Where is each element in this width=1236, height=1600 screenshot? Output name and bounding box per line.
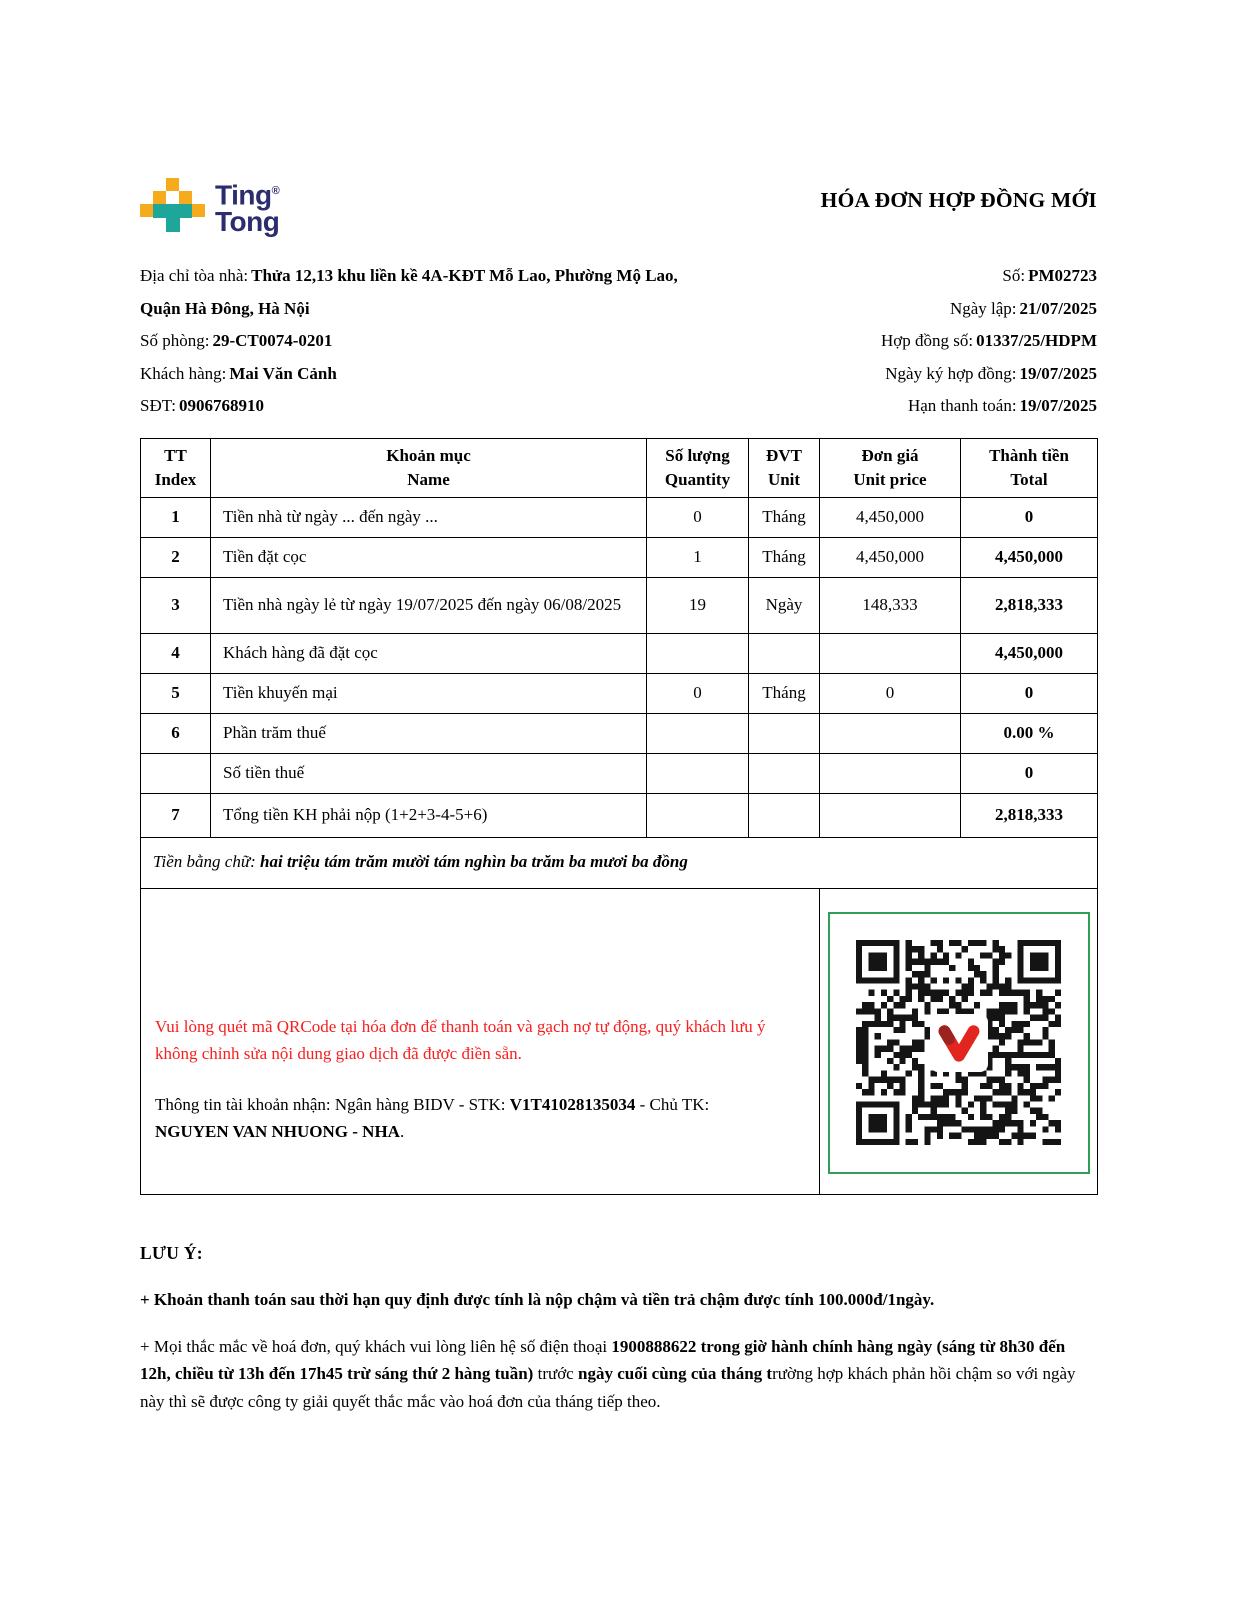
account-holder: NGUYEN VAN NHUONG - NHA <box>155 1122 400 1141</box>
hotline-number: 1900888622 trong giờ hành chính hàng ngày (sáng từ 8h30 đến 12h, chiều từ 13h đến 17h45 trừ sáng thứ 2 hàng tuần) <box>140 1336 1066 1383</box>
amount-in-words-row <box>141 837 1098 888</box>
phone-line: SĐT: 0906768910 <box>140 396 264 415</box>
sign-date-value: 19/07/2025 <box>1019 363 1097 383</box>
contract-number-value: 01337/25/HDPM <box>976 331 1097 350</box>
invoice-number-line: Số: PM02723 <box>1002 266 1097 285</box>
contract-number-line: Hợp đồng số: 01337/25/HDPM <box>881 331 1097 350</box>
table-header <box>141 438 1098 497</box>
phone-value: 0906768910 <box>179 396 264 415</box>
page-title: HÓA ĐƠN HỢP ĐỒNG MỚI <box>820 188 1097 212</box>
table-row: Số tiền thuế 0 <box>141 753 1098 793</box>
table-row: 3 Tiền nhà ngày lẻ từ ngày 19/07/2025 đến ngày 06/08/2025 19 Ngày 148,333 2,818,333 <box>141 577 1098 633</box>
room-number-line: Số phòng: 29-CT0074-0201 <box>140 331 333 350</box>
table-row: 5 Tiền khuyến mại 0 Tháng 0 0 <box>141 673 1098 713</box>
payment-instructions-cell <box>141 888 820 1194</box>
due-date-line: Hạn thanh toán: 19/07/2025 <box>907 396 1097 415</box>
amount-in-words-label: Tiền bằng chữ: <box>153 851 256 871</box>
col-header-qty: Số lượng Quantity <box>647 438 749 497</box>
logo-word-tong: Tong <box>215 206 280 238</box>
logo-pixel <box>166 178 179 191</box>
issue-date-value: 21/07/2025 <box>1019 298 1097 318</box>
table-row: 4 Khách hàng đã đặt cọc 4,450,000 <box>141 633 1098 673</box>
issue-date-line: Ngày lập: 21/07/2025 <box>949 298 1097 318</box>
col-header-price: Đơn giá Unit price <box>820 438 961 497</box>
vietqr-v-icon <box>930 1014 988 1072</box>
room-number-value: 29-CT0074-0201 <box>212 331 333 350</box>
logo-pixel <box>153 204 192 218</box>
payment-qr-row <box>141 888 1098 1194</box>
logo-pixel <box>140 204 153 217</box>
logo-pixel <box>192 204 205 217</box>
col-header-name: Khoản mục Name <box>211 438 647 497</box>
logo-wordmark <box>215 178 280 238</box>
notes-heading: LƯU Ý: <box>140 1242 203 1263</box>
amount-in-words-value: hai triệu tám trăm mười tám nghìn ba trăm ba mươi ba đồng <box>260 851 688 871</box>
header-row <box>140 176 1097 238</box>
table-row: 1 Tiền nhà từ ngày ... đến ngày ... 0 Tháng 4,450,000 0 <box>141 497 1098 537</box>
account-info-text: Thông tin tài khoản nhận: Ngân hàng BIDV - STK: V1T41028135034 - Chủ TK: NGUYEN VAN NHUONG - NHA. <box>155 1095 710 1141</box>
hotline-note: + Mọi thắc mắc về hoá đơn, quý khách vui lòng liên hệ số điện thoại 1900888622 trong giờ hành chính hàng ngày (sáng từ 8h30 đến 12h, chiều từ 13h đến 17h45 trừ sáng thứ 2 hàng tuần) trước ngày cuối cùng của tháng trường hợp khách phản hồi chậm so với ngày này thì sẽ được công ty giải quyết thắc mắc vào hoá đơn của tháng tiếp theo. <box>140 1336 1076 1411</box>
col-header-unit: ĐVT Unit <box>749 438 820 497</box>
customer-name-line: Khách hàng: Mai Văn Cảnh <box>140 363 337 383</box>
sign-date-line: Ngày ký hợp đồng: 19/07/2025 <box>885 363 1097 383</box>
logo-pixel <box>179 191 192 204</box>
invoice-table <box>140 438 1098 1195</box>
tingtong-logo-icon <box>140 178 205 238</box>
invoice-content <box>140 176 1097 1415</box>
tingtong-logo <box>140 176 279 238</box>
customer-name-value: Mai Văn Cảnh <box>229 363 337 383</box>
customer-info <box>140 260 680 423</box>
qr-code <box>828 912 1090 1174</box>
late-payment-note: + Khoản thanh toán sau thời hạn quy định được tính là nộp chậm và tiền trả chậm được tính 100.000đ/1ngày. <box>140 1289 935 1309</box>
invoice-info <box>140 260 1097 423</box>
account-number: V1T41028135034 <box>509 1095 636 1114</box>
logo-pixel <box>153 191 166 204</box>
qr-warning-text: Vui lòng quét mã QRCode tại hóa đơn để thanh toán và gạch nợ tự động, quý khách lưu ý không chỉnh sửa nội dung giao dịch đã được điền sẵn. <box>155 1017 766 1063</box>
building-address-value: Thửa 12,13 khu liền kề 4A-KĐT Mỗ Lao, Phường Mộ Lao, Quận Hà Đông, Hà Nội <box>140 266 678 318</box>
qr-cell <box>820 888 1098 1194</box>
building-address-line: Địa chỉ tòa nhà: Thửa 12,13 khu liền kề 4A-KĐT Mỗ Lao, Phường Mộ Lao, Quận Hà Đông, Hà Nội <box>140 266 678 318</box>
registered-mark-icon: ® <box>271 185 280 197</box>
invoice-meta <box>697 260 1097 423</box>
invoice-number-value: PM02723 <box>1028 266 1097 285</box>
col-header-total: Thành tiền Total <box>961 438 1098 497</box>
col-header-index: TT Index <box>141 438 211 497</box>
table-row: 7 Tổng tiền KH phải nộp (1+2+3-4-5+6) 2,818,333 <box>141 793 1098 837</box>
notes-section <box>140 1243 1097 1416</box>
logo-word-ting: Ting <box>215 179 272 211</box>
due-date-value: 19/07/2025 <box>1019 396 1097 415</box>
table-row: 2 Tiền đặt cọc 1 Tháng 4,450,000 4,450,000 <box>141 537 1098 577</box>
table-row: 6 Phần trăm thuế 0.00 % <box>141 713 1098 753</box>
logo-pixel <box>166 218 180 232</box>
